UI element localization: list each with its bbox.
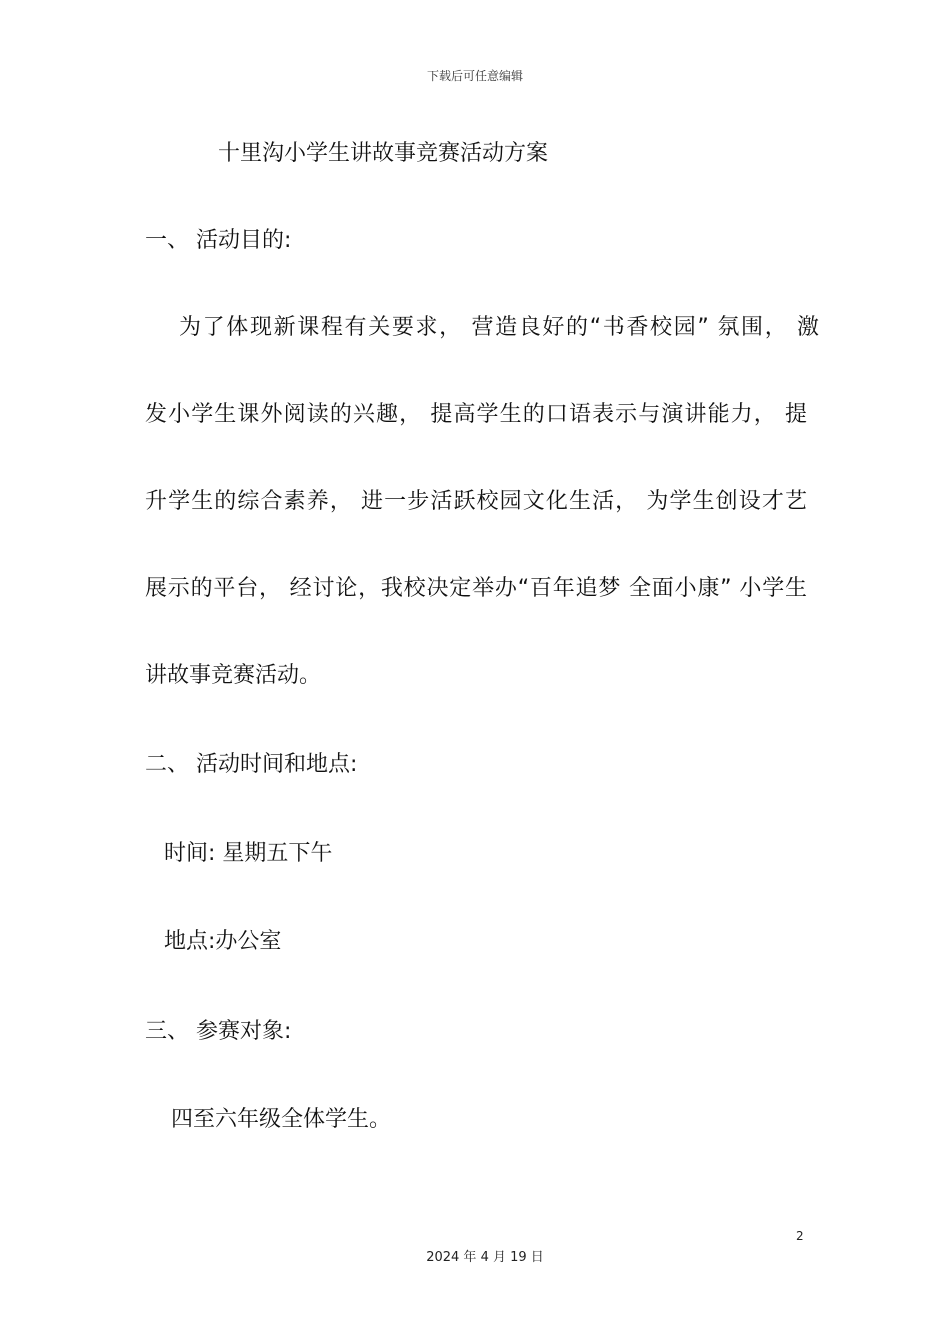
section-heading-participants: 三、 参赛对象: <box>145 1019 292 1044</box>
section-heading-purpose: 一、 活动目的: <box>145 228 292 253</box>
page-number: 2 <box>796 1229 804 1243</box>
purpose-paragraph-line-4: 展示的平台， 经讨论，我校决定举办“百年追梦 全面小康” 小学生 <box>145 576 807 601</box>
purpose-paragraph-line-1: 为了体现新课程有关要求， 营造良好的“书香校园” 氛围， 激 <box>179 315 819 340</box>
purpose-paragraph-line-2: 发小学生课外阅读的兴趣， 提高学生的口语表示与演讲能力， 提 <box>145 402 807 427</box>
purpose-paragraph-line-3: 升学生的综合素养， 进一步活跃校园文化生活， 为学生创设才艺 <box>145 489 807 514</box>
place-text: 地点:办公室 <box>164 929 282 954</box>
page-header: 下载后可任意编辑 <box>426 69 523 83</box>
time-text: 时间: 星期五下午 <box>164 841 333 866</box>
page-footer-date: 2024 年 4 月 19 日 <box>426 1250 544 1265</box>
purpose-paragraph-line-5: 讲故事竞赛活动。 <box>145 663 322 688</box>
section-heading-time-place: 二、 活动时间和地点: <box>145 752 358 777</box>
participants-text: 四至六年级全体学生。 <box>171 1107 392 1132</box>
document-title: 十里沟小学生讲故事竞赛活动方案 <box>218 141 549 166</box>
